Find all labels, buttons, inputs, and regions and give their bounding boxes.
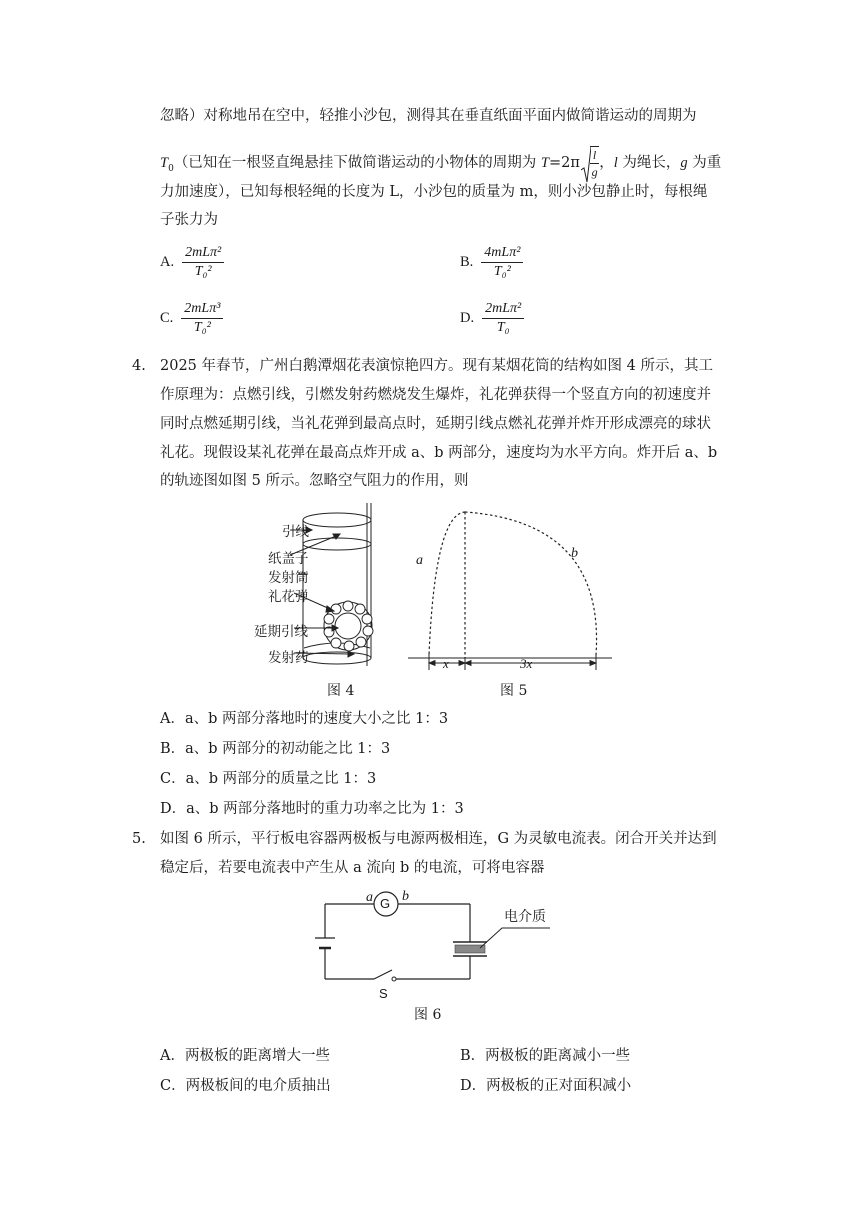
q4-option-d[interactable]: D．a、b 两部分落地时的重力功率之比为 1：3: [160, 801, 464, 817]
option-denominator: T₀: [496, 320, 510, 335]
dielectric-slab: [455, 945, 485, 953]
option-label: C.: [160, 310, 174, 326]
q3-g-desc: 为重: [687, 155, 722, 171]
q3-line-1: 忽略）对称地吊在空中，轻推小沙包，测得其在垂直纸面平面内做简谐运动的周期为: [160, 108, 697, 124]
q3-g-symbol: g: [680, 155, 688, 171]
fig6-label-dielectric: 电介质: [504, 909, 546, 925]
q4-line-2: 作原理为：点燃引线，引燃发射药燃烧发生爆炸，礼花弹获得一个竖直方向的初速度并: [160, 387, 711, 403]
q5-line-2: 稳定后，若要电流表中产生从 a 流向 b 的电流，可将电容器: [160, 860, 545, 876]
fig5-label-a: a: [416, 553, 423, 568]
q4-line-4: 礼花。现假设某礼花弹在最高点炸开成 a、b 两部分，速度均为水平方向。炸开后 a、b: [160, 445, 718, 461]
fig6-label-b: b: [402, 889, 409, 904]
fig4-label-paper-cap: 纸盖子: [268, 551, 309, 567]
option-denominator: T₀²: [193, 320, 211, 335]
q4-option-c[interactable]: C．a、b 两部分的质量之比 1：3: [160, 771, 377, 787]
fig4-caption: 图 4: [327, 683, 355, 699]
q5-line-1: 如图 6 所示，平行板电容器两极板与电源两极相连，G 为灵敏电流表。闭合开关并达到: [160, 831, 717, 847]
sqrt-formula: [581, 146, 599, 180]
trajectory-b: [465, 512, 597, 655]
q3-period-subscript: 0: [168, 163, 174, 174]
option-denominator: T₀²: [194, 264, 212, 279]
option-numerator: 2mLπ²: [482, 300, 524, 319]
option-numerator: 2mLπ²: [182, 244, 224, 263]
fig6-caption: 图 6: [414, 1007, 442, 1023]
q4-number: 4.: [132, 358, 146, 374]
fig4-label-delay-fuse: 延期引线: [254, 624, 308, 640]
q3-l-desc: 为绳长，: [617, 155, 681, 171]
figure-6-circuit: [310, 886, 560, 996]
option-label: A.: [160, 254, 175, 270]
fig5-label-x: x: [443, 656, 449, 671]
fig6-label-G: G: [380, 896, 391, 911]
q3-option-d[interactable]: [460, 300, 524, 337]
fig4-label-fuse: 引线: [282, 524, 309, 540]
q5-option-a[interactable]: A．两极板的距离增大一些: [160, 1048, 330, 1064]
option-numerator: 2mLπ³: [181, 300, 223, 319]
fig5-label-b: b: [571, 546, 578, 561]
q5-option-d[interactable]: D．两极板的正对面积减小: [460, 1078, 632, 1094]
q3-period-symbol: T: [160, 155, 169, 171]
figure-5-trajectories: [400, 500, 620, 680]
formula-eq: =2π: [549, 155, 580, 171]
q5-option-c[interactable]: C．两极板间的电介质抽出: [160, 1078, 331, 1094]
formula-T: T: [540, 155, 549, 171]
option-label: D.: [460, 310, 475, 326]
q5-option-b[interactable]: B．两极板的距离减小一些: [460, 1048, 631, 1064]
trajectory-a: [429, 512, 465, 655]
fig5-label-3x: 3x: [520, 656, 533, 671]
fig6-label-a: a: [366, 890, 373, 905]
q3-l-symbol: l: [613, 155, 618, 171]
q3-line-2: [160, 146, 721, 180]
fig6-label-switch: S: [379, 986, 388, 1001]
q4-line-5: 的轨迹图如图 5 所示。忽略空气阻力的作用，则: [160, 473, 469, 489]
option-label: B.: [460, 254, 474, 270]
q3-option-b[interactable]: [460, 244, 523, 281]
fig4-label-shell: 礼花弹: [268, 589, 309, 605]
q3-comma: ，: [599, 155, 614, 171]
q4-option-a[interactable]: A．a、b 两部分落地时的速度大小之比 1：3: [160, 711, 449, 727]
q5-number: 5.: [132, 831, 146, 847]
q3-line-4: 子张力为: [160, 212, 218, 228]
q4-option-b[interactable]: B．a、b 两部分的初动能之比 1：3: [160, 741, 391, 757]
fig4-label-launch-tube: 发射筒: [268, 570, 309, 586]
q4-line-3: 同时点燃延期引线，当礼花弹到最高点时，延期引线点燃礼花弹并炸开形成漂亮的球状: [160, 416, 711, 432]
option-numerator: 4mLπ²: [481, 244, 523, 263]
q3-line-2-text: （已知在一根竖直绳悬挂下做简谐运动的小物体的周期为: [173, 155, 541, 171]
q3-line-3: 力加速度），已知每根轻绳的长度为 L，小沙包的质量为 m，则小沙包静止时，每根绳: [160, 184, 708, 200]
q4-line-1: 2025 年春节，广州白鹅潭烟花表演惊艳四方。现有某烟花筒的结构如图 4 所示，其工: [160, 358, 713, 374]
sqrt-denominator: g: [591, 165, 598, 179]
q3-option-a[interactable]: [160, 244, 224, 281]
q3-option-c[interactable]: [160, 300, 223, 337]
fig5-caption: 图 5: [500, 683, 528, 699]
option-denominator: T₀²: [493, 264, 511, 279]
sqrt-sign-icon: [581, 146, 591, 184]
sqrt-numerator: l: [590, 147, 599, 164]
fig4-label-propellant: 发射药: [268, 650, 309, 666]
